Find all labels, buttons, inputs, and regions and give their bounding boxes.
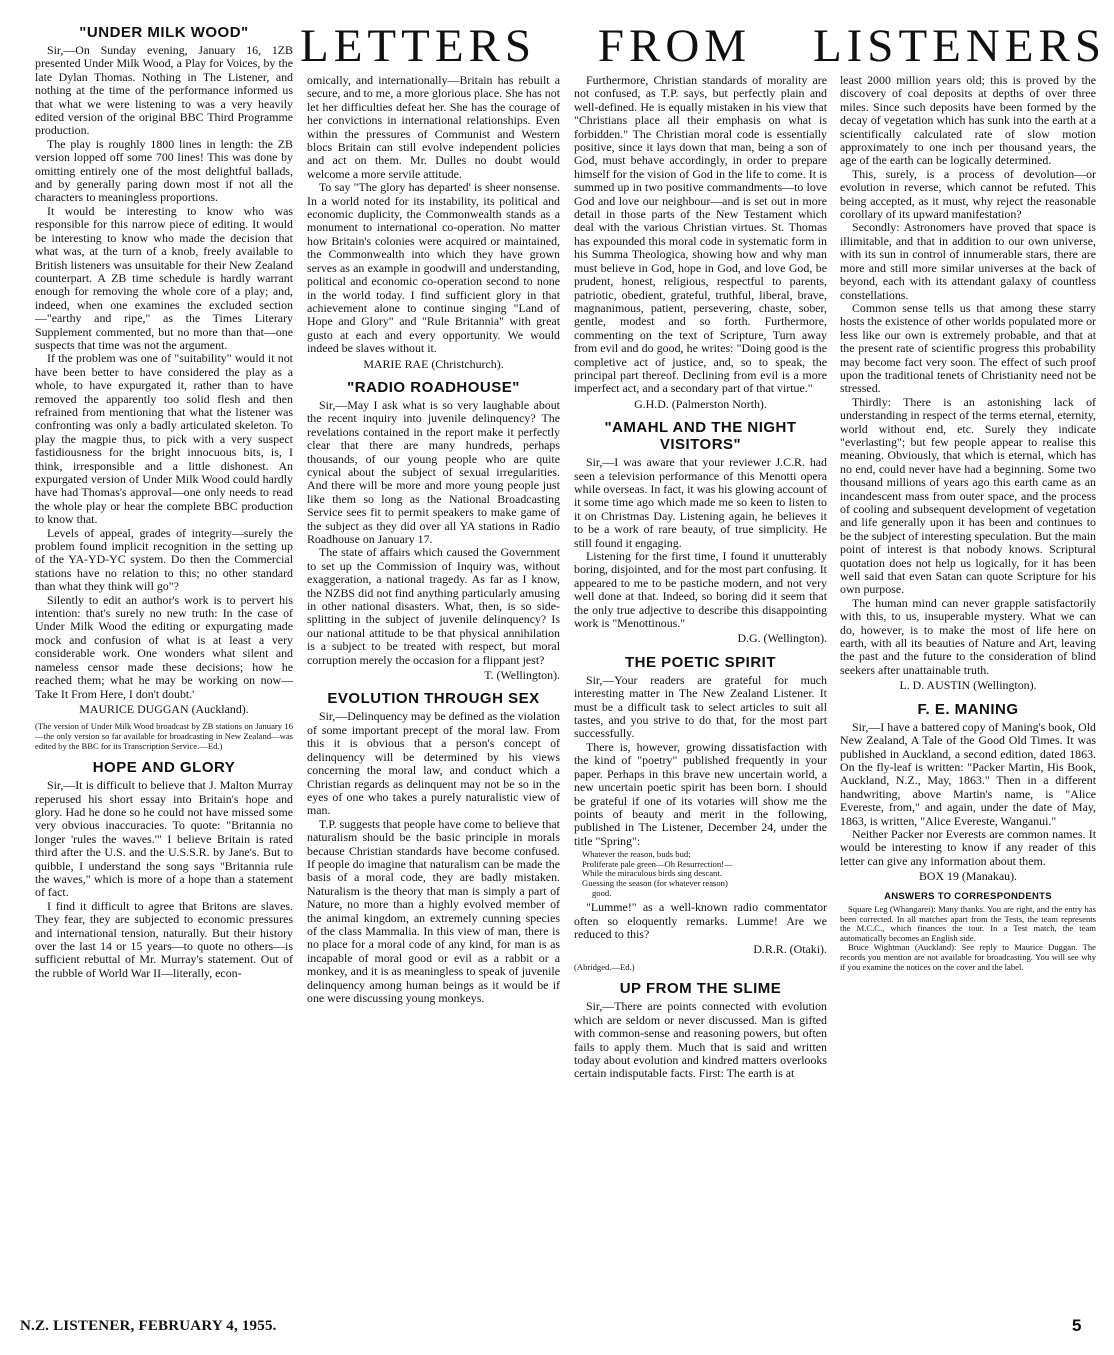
letter-paragraph: Silently to edit an author's work is to pervert his intention: that's surely no new truth: In the case of Under Milk Wood the editing or expurgating made mock and confusion of what is at least a very considerable work. One wonders what silent and nameless censor made these decisions; how he reached them; what he may be working on now—Take It From Here, I don't doubt.' (35, 592, 293, 701)
column-3 (574, 74, 827, 1081)
letter-paragraph: If the problem was one of "suitability" would it not have been better to have considered the play as a whole, to have expurgated it, rather than to have removed the apparently too solid flesh and then refrained from mentioning that what the listener was confronting was only a badly articulated skeleton. To play the magpie thus, to pick with a very suspect fastidiousness for the bright innocuous bits, is, I think, irresponsible and a little dishonest. An expurgated version of Under Milk Wood could hardly have had Thomas's approval—one only needs to read the whole play or hear the complete BBC production to know that. (35, 351, 293, 527)
column-1 (35, 24, 293, 980)
letter-paragraph: Sir,—It is difficult to believe that J. Malton Murray reperused his short essay into Britain's hope and glory. Had he done so he could not have missed some very obvious inaccuracies. To quote: "Britannia no longer 'rules the waves.'" I believe Britain is rated third after the U.S. and the U.S.S.R. by Jane's. But to quibble, I understand the song says "Britannia rule the waves," which is more of a hope than a statement of fact. (35, 778, 293, 900)
column-2 (307, 74, 560, 1005)
letter-heading: "UNDER MILK WOOD" (79, 24, 249, 41)
editor-note: (The version of Under Milk Wood broadcast by ZB stations on January 16—the only version so far available for broadcasting in New Zealand—was edited by the BBC for its Transcription Service.—Ed.) (35, 721, 293, 751)
letter-signature: D.R.R. (Otaki). (753, 942, 827, 957)
letter-paragraph: Sir,—May I ask what is so very laughable about the recent inquiry into juvenile delinquency? The revelations contained in the report make it perfectly clear that there are many hundreds, perhaps thousands, of our young people who are quite cynical about the subject of sexual irregularities. And there will be more and more young people just like them so long as the National Broadcasting Service sees fit to permit speakers to make game of the subject as they did over all YA stations in Radio Roadhouse on January 17. (307, 397, 560, 546)
letter-paragraph: The state of affairs which caused the Government to set up the Commission of Inquiry was, without exaggeration, a national tragedy. As far as I know, the NZBS did not find anything particularly amusing in other national disasters. What, then, is so side-splitting in the subject of juvenile delinquency? Is our national attitude to be that physical annihilation is a subject to be treated with respect, but moral corruption merely the occasion for a flippant jest? (307, 545, 560, 667)
poem-line: Guessing the season (for whatever reason) (582, 877, 728, 888)
answers-block (840, 905, 1096, 972)
column-4 (840, 74, 1096, 972)
editor-note: (Abridged.—Ed.) (574, 961, 635, 972)
letter-signature: L. D. AUSTIN (Wellington). (899, 678, 1037, 693)
letter-paragraph: Furthermore, Christian standards of morality are not confused, as T.P. says, but perfectly plain and well-defined. He is equally mistaken in his view that "Christians place all their emphasis on what is forbidden." The Christian moral code is essentially positive, since it lays down that man, being a son of God, must behave accordingly, in order to prepare himself for the vision of God in the life to come. It is summed up in two positive commandments—to love God and love our neighbour—and is set out in more detail in those parts of the New Testament which deal with the various Christian virtues. St. Thomas has expounded this moral code in systematic form in his Summa Theologica, showing how and why man must believe in God, hope in God, and love God, be prudent, honest, religious, respectful to parents, patriotic, obedient, grateful, truthful, liberal, brave, magnanimous, patient, persevering, chaste, sober, gentle, modest and so forth. Furthermore, commenting on the text of Scripture, Turn away from evil and do good, he writes: "Doing good is the completive act of justice, and, so to speak, the principal part thereof. Declining from evil is a more imperfect act, and a secondary part of that virtue." (574, 73, 827, 396)
letter-signature: D.G. (Wellington). (737, 631, 827, 646)
poem-line: Proliferate pale green—Oh Resurrection!— (582, 858, 733, 869)
letter-paragraph: I find it difficult to agree that Britons are slaves. They fear, they are subjected to economic pressures and international tension, naturally. But their history over the last 14 or 15 years—to quote no others—is sufficient rebuttal of Mr. Murray's statement. Out of the rubble of World War II—literally, econ- (35, 898, 293, 980)
letter-paragraph: "Lumme!" as a well-known radio commentator often so eloquently remarks. Lumme! Are we reduced to this? (574, 900, 827, 941)
letter-paragraph: T.P. suggests that people have come to believe that naturalism should be the basic principle in morals because Christian standards have become confused. If people do imagine that naturalism can be made the basis of a moral code, they are badly mistaken. Naturalism is the theory that man is simply a part of Nature, no more than a highly evolved member of the animal kingdom, an extremely cunning species of the class Mammalia. In this view of man, there is no place for a moral code of any kind, for man is as incapable of moral good or evil as a rabbit or a monkey, and it is as meaningless to speak of juvenile delinquency among human beings as it would be if one were discussing young monkeys. (307, 816, 560, 1005)
letter-paragraph: Neither Packer nor Everests are common names. It would be interesting to know if any reader of this letter can give any information about them. (840, 826, 1096, 868)
letter-paragraph: Thirdly: There is an astonishing lack of understanding in respect of the terms eternal, eternity, world without end, etc. Surely they indicate "everlasting"; but few people appear to realise this meaning. Obviously, that which is eternal, which has no end, could never have had a beginning. Some two thousand millions of years ago this earth came as an incandescent mass from outer space, and the process of cooling and subsequent development of vegetation and life generally upon it has been and continues to be the subject of interesting speculation. But the main point of interest is that nobody knows. Scriptural quotation does not help us logically, for it has been well said that even Satan can quote Scripture for his own purpose. (840, 394, 1096, 597)
letter-paragraph: The human mind can never grapple satisfactorily with this, to us, insuperable mystery. What we can do, however, is to make the most of life here on earth, with all its beauties of Nature and Art, leaving the past and the future to the consideration of blind seekers after unattainable truth. (840, 595, 1096, 677)
letter-heading: "RADIO ROADHOUSE" (347, 378, 520, 396)
letter-paragraph: To say "The glory has departed' is sheer nonsense. In a world noted for its instability, its political and economic duplicity, the Commonwealth stands as a monument to international co-operation. No matter how Britain's colonies were acquired or maintained, the Commonwealth into which they have grown serves as an example in goodwill and understanding, political and economic co-operation second to none in the world today. I find sufficient glory in that achievement alone to continue singing "Land of Hope and Glory" and "Rule Britannia" with great gusto at each and every opportunity. We would indeed be slaves without it. (307, 180, 560, 356)
answer-paragraph: Bruce Wightman (Auckland): See reply to Maurice Duggan. The records you mention are not available for broadcasting. You will see why if you examine the notices on the cover and the label. (840, 942, 1096, 972)
page-number: 5 (1072, 1316, 1082, 1335)
letter-heading: F. E. MANING (917, 700, 1019, 718)
letter-signature: MAURICE DUGGAN (Auckland). (79, 701, 249, 716)
letter-paragraph: Sir,—On Sunday evening, January 16, 1ZB presented Under Milk Wood, a Play for Voices, by the late Dylan Thomas. Nothing in The Listener, and nothing at the time of the performance informed us that what we were listening to was a very heavily edited version of the original BBC Third Programme production. (35, 43, 293, 138)
letter-signature: G.H.D. (Palmerston North). (634, 396, 767, 411)
letter-signature: T. (Wellington). (484, 668, 560, 683)
letter-paragraph: This, surely, is a process of devolution—or evolution in reverse, which cannot be refuted. This being accepted, as it must, why reject the reasonable corollary of its upward manifestation? (840, 166, 1096, 222)
letter-paragraph: Secondly: Astronomers have proved that space is illimitable, and that in addition to our own universe, with its sun in control of innumerable stars, there are more and still more similar universes at the back of beyond, each with its attendant galaxy of countless constellations. (840, 220, 1096, 302)
poem-line: good. (592, 887, 612, 898)
letter-signature: MARIE RAE (Christchurch). (363, 356, 504, 371)
masthead-word: FROM (597, 20, 752, 72)
letter-paragraph: There is, however, growing dissatisfaction with the kind of "poetry" published frequently in your paper. Perhaps in this brave new uncertain world, a new uncertain poetic spirit has been born. I should be grateful if one of its votaries will show me the points of beauty and merit in the following, published in The Listener, December 24, under the title "Spring": (574, 739, 827, 848)
letter-paragraph: Levels of appeal, grades of integrity—surely the problem found implicit recognition in the setting up of the YA-YD-YC system. Do then the Commercial stations have no relation to this; no other standard than what they think will go"? (35, 525, 293, 594)
letter-heading: UP FROM THE SLIME (619, 980, 782, 998)
masthead-word: LETTERS (300, 20, 537, 72)
letter-paragraph: Sir,—Your readers are grateful for much interesting matter in The New Zealand Listener. It must be a difficult task to select articles to suit all tastes, and you strive to do that, for the most part successfully. (574, 672, 827, 741)
letter-paragraph: Common sense tells us that among these starry hosts the existence of other worlds populated more or less like our own is extremely probable, and that at the present rate of scientific progress this probability may become fact very soon. The effect of such proof upon the traditional tenets of Christianity need not be stressed. (840, 300, 1096, 396)
answer-paragraph: Square Leg (Whangarei): Many thanks. You are right, and the entry has been corrected. In all matches apart from the Tests, the team represents the M.C.C., which finances the tour. In a Test match, the team automatically becomes an English side. (840, 903, 1096, 943)
masthead (300, 22, 1106, 70)
quoted-poem (582, 850, 827, 898)
letter-paragraph: least 2000 million years old; this is proved by the discovery of coal deposits at depths of over three miles. Since such deposits have been formed by the decay of vegetation which has sunk into the earth at a scientifically calculated rate of slow motion approximately to one inch per thousand years, the age of the earth can be logically determined. (840, 73, 1096, 168)
poem-line: Whatever the reason, buds bud; (582, 849, 691, 860)
letter-paragraph: It would be interesting to know who was responsible for this narrow piece of editing. It would be interesting to know who made the decision that what was, at the turn of a knob, freely available to British listeners was unsuitable for their New Zealand counterpart. A ZB time schedule is hardly warrant enough for removing the whole core of a play; and, indeed, when one examines the excluded section—"earthy and ripe," as the Times Literary Supplement commented, but no more than that—one suspects that time was not the argument. (35, 203, 293, 352)
letter-heading: HOPE AND GLORY (92, 759, 236, 777)
poem-line: While the miraculous birds sing descant. (582, 868, 722, 879)
letter-paragraph: omically, and internationally—Britain has rebuilt a secure, and to me, a more glorious place. She has not let her difficulties defeat her. She has the courage of her convictions in international relationships. Even within the pressures of Communist and Western blocs Britain can still evolve independent policies and act on them. Mr. Dulles no doubt would welcome a more servile attitude. (307, 73, 560, 181)
letter-paragraph: Sir,—I was aware that your reviewer J.C.R. had seen a television performance of this Menotti opera while overseas. In fact, it was his glowing account of it some time ago which made me so keen to listen to it on Christmas Day. Listening again, he believes it to be a work of rare beauty, of true simplicity. He still found it engaging. (574, 455, 827, 550)
answers-heading: ANSWERS TO CORRESPONDENTS (884, 890, 1052, 902)
letter-paragraph: Sir,—I have a battered copy of Maning's book, Old New Zealand, A Tale of the Good Old Times. It was published in Auckland, a second edition, dated 1863. On the fly-leaf is written: "Packer Martin, His Book, Auckland, N.Z., May, 1863." Then in a different handwriting, above Martin's name, is "Alice Evereste, from," and again, under the date of May, 1863, is written, "Alice Evereste, Wanganui." (840, 719, 1096, 828)
letter-heading: THE POETIC SPIRIT (624, 653, 776, 671)
masthead-word: LISTENERS (812, 20, 1106, 72)
letter-heading: "AMAHL AND THE NIGHT VISITORS" (604, 419, 797, 454)
letter-paragraph: Sir,—Delinquency may be defined as the violation of some important precept of the moral law. From this it is obvious that a person's concept of delinquency will be determined by his views concerning the moral law, and conduct which a Christian regards as delinquent may not be so in the eyes of one who takes a purely naturalistic view of man. (307, 709, 560, 818)
letter-signature: BOX 19 (Manakau). (918, 869, 1018, 884)
letter-paragraph: Listening for the first time, I found it unutterably boring, disjointed, and for the most part confusing. It appeared to me to be pastiche modern, and not very well done at that. Indeed, so boring did it seem that the only true adjective to describe this disappointing work is "Menottinous." (574, 549, 827, 631)
letter-paragraph: The play is roughly 1800 lines in length: the ZB version lopped off some 700 lines! This was done by omitting entirely one of the most delightful ballads, and by generally paring down most if not all the characters to meaningless proportions. (35, 136, 293, 205)
letter-heading: EVOLUTION THROUGH SEX (327, 690, 540, 708)
footer-publication-date: N.Z. LISTENER, FEBRUARY 4, 1955. (20, 1318, 277, 1334)
letter-paragraph: Sir,—There are points connected with evolution which are seldom or never discussed. Man is gifted with common-sense and reasoning powers, but often fails to apply them. Much that is said and written today about evolution and kindred matters overlooks certain indisputable facts. First: The earth is at (574, 999, 827, 1081)
